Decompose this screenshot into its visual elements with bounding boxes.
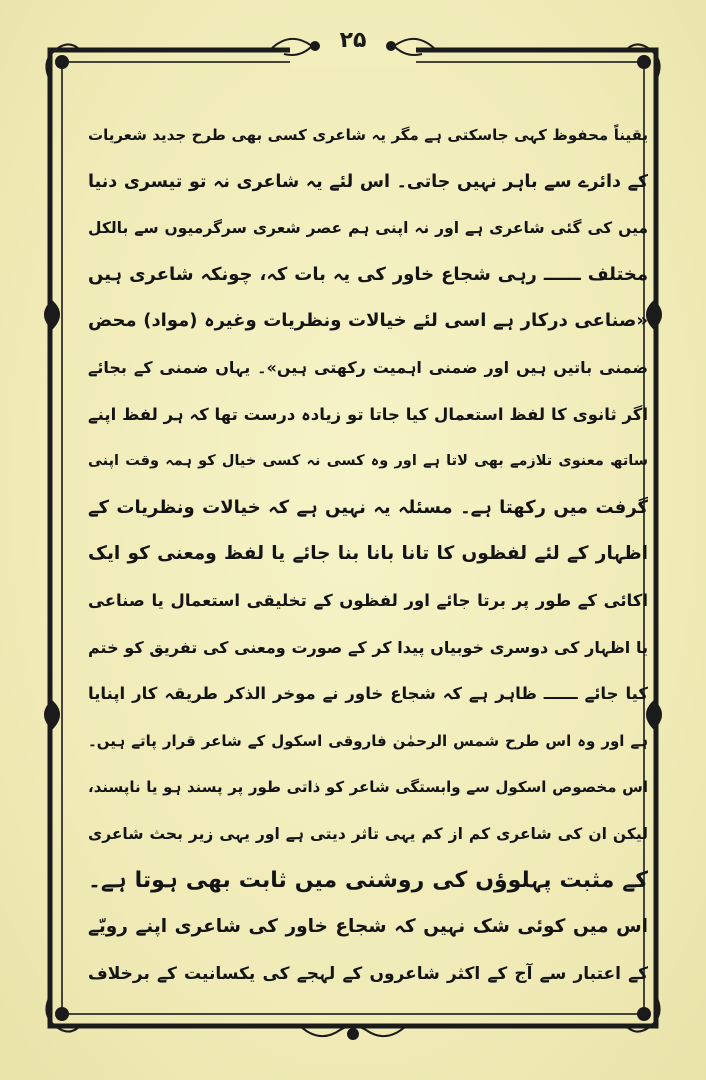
- text-line: میں کی گئی شاعری ہے اور نہ اپنی ہم عصر شعری سرگرمیوں سے بالکل: [88, 219, 648, 238]
- text-line: لیکن ان کی شاعری کم از کم یہی تاثر دیتی ہے اور یہی زیر بحث شاعری: [88, 824, 648, 843]
- text-line: کے مثبت پہلوؤں کی روشنی میں ثابت بھی ہوتا ہے۔: [88, 867, 648, 893]
- text-line: اگر ثانوی کا لفظ استعمال کیا جاتا تو زیادہ درست تھا کہ ہر لفظ اپنے: [88, 404, 648, 424]
- text-line: کے دائرے سے باہر نہیں جاتی۔ اس لئے یہ شاعری نہ تو تیسری دنیا: [88, 171, 648, 192]
- text-line: کے اعتبار سے آج کے اکثر شاعروں کے لہجے کی یکسانیت کے برخلاف: [88, 963, 648, 984]
- text-line: یقیناً محفوظ کہی جاسکتی ہے مگر یہ شاعری کسی بھی طرح جدید شعریات: [88, 126, 648, 144]
- text-line: گرفت میں رکھتا ہے۔ مسئلہ یہ نہیں ہے کہ خیالات ونظریات کے: [88, 496, 648, 518]
- page-number: ۲۵: [339, 28, 367, 53]
- text-line: کیا جائے ــــــ ظاہر ہے کہ شجاع خاور نے موخر الذکر طریقہ کار اپنایا: [88, 684, 648, 704]
- text-line: اس مخصوص اسکول سے وابستگی شاعر کو ذاتی طور پر پسند ہو یا ناپسند،: [88, 778, 648, 797]
- text-line: ساتھ معنوی تلازمے بھی لاتا ہے اور وہ کسی نہ کسی خیال کو ہمہ وقت اپنی: [88, 453, 648, 470]
- text-line: ضمنی باتیں ہیں اور ضمنی اہمیت رکھتی ہیں»۔ یہاں ضمنی کے بجائے: [88, 357, 648, 377]
- body-text: [88, 112, 648, 992]
- text-line: اس میں کوئی شک نہیں کہ شجاع خاور کی شاعری اپنے رویّے: [88, 916, 648, 938]
- text-line: ہے اور وہ اس طرح شمس الرحمٰن فاروقی اسکول کے شاعر قرار پاتے ہیں۔: [88, 731, 648, 750]
- text-line: اظہار کے لئے لفظوں کا تانا بانا بنا جائے یا لفظ ومعنی کو ایک: [88, 543, 648, 565]
- text-line: مختلف ــــــ رہی شجاع خاور کی یہ بات کہ، چونکہ شاعری ہیں: [88, 263, 648, 285]
- text-line: یا اظہار کی دوسری خوبیاں پیدا کر کے صورت ومعنی کی تفریق کو ختم: [88, 637, 648, 657]
- text-line: «صناعی درکار ہے اسی لئے خیالات ونظریات وغیرہ (مواد) محض: [88, 310, 648, 332]
- text-line: اکائی کے طور پر برتا جائے اور لفظوں کے تخلیقی استعمال یا صناعی: [88, 590, 648, 610]
